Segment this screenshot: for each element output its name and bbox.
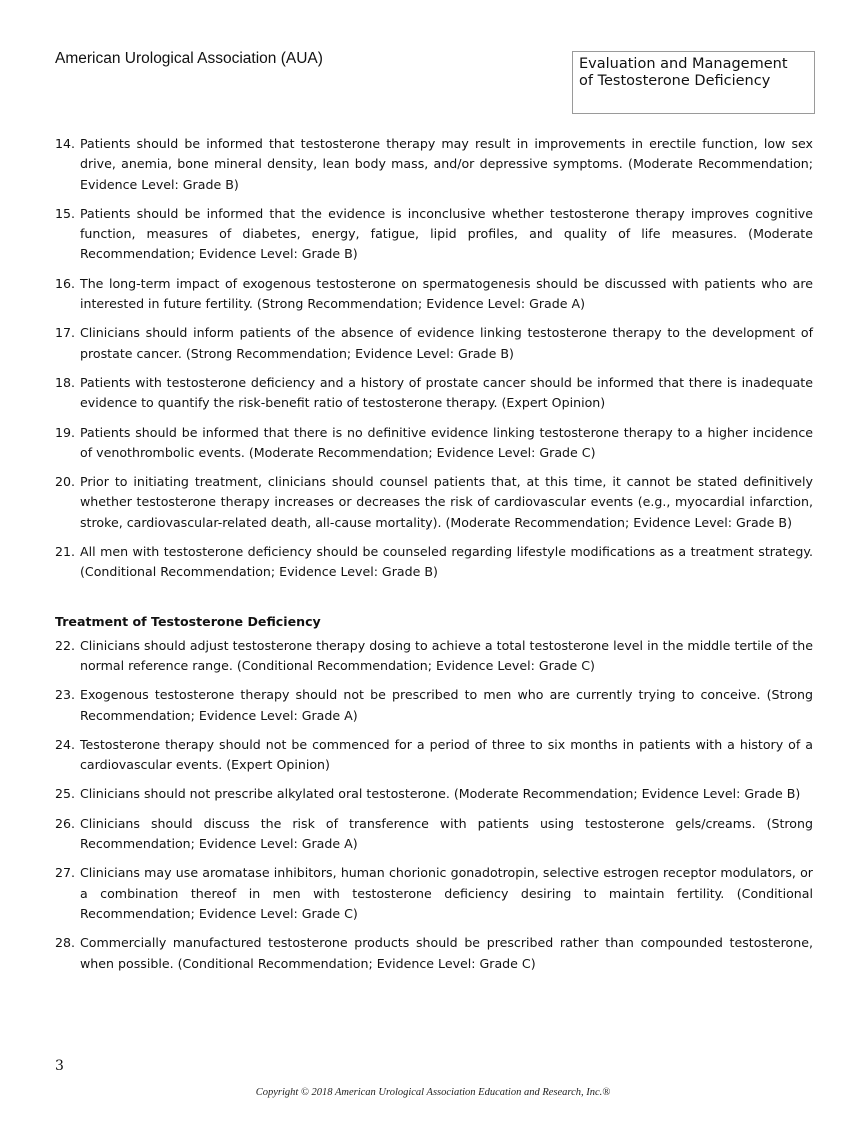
recommendation-item bbox=[55, 323, 813, 364]
recommendation-text: Patients should be informed that the evidence is inconclusive whether testosterone therapy improves cognitive function, measures of diabetes, energy, fatigue, lipid profiles, and quality of life measures. (Moderate Recommendation; Evidence Level: Grade B) bbox=[80, 205, 813, 262]
recommendation-item bbox=[55, 636, 813, 677]
organization-name: American Urological Association (AUA) bbox=[55, 50, 323, 67]
document-title-box bbox=[572, 51, 815, 114]
recommendation-item bbox=[55, 863, 813, 924]
recommendation-text: All men with testosterone deficiency should be counseled regarding lifestyle modifications as a treatment strategy. (Conditional Recommendation; Evidence Level: Grade B) bbox=[80, 544, 813, 580]
recommendation-item bbox=[55, 735, 813, 776]
recommendation-text: Clinicians should inform patients of the absence of evidence linking testosterone therapy to the development of prostate cancer. (Strong Recommendation; Evidence Level: Grade B) bbox=[80, 325, 813, 361]
page-number: 3 bbox=[55, 1058, 64, 1074]
recommendation-item bbox=[55, 685, 813, 726]
recommendation-number: 19. bbox=[55, 424, 76, 440]
recommendation-text: Testosterone therapy should not be commenced for a period of three to six months in patients with a history of a cardiovascular events. (Expert Opinion) bbox=[80, 736, 813, 773]
recommendation-number: 15. bbox=[55, 205, 76, 221]
recommendation-text: Clinicians may use aromatase inhibitors, human chorionic gonadotropin, selective estrogen receptor modulators, or a combination thereof in men with testosterone deficiency desiring to maintain fertility. (Conditional Recommendation; Evidence Level: Grade C) bbox=[80, 865, 813, 921]
recommendation-number: 20. bbox=[55, 474, 76, 490]
document-title-line-2: of Testosterone Deficiency bbox=[579, 73, 771, 89]
recommendation-number: 27. bbox=[55, 865, 76, 881]
recommendation-number: 26. bbox=[55, 815, 76, 831]
recommendation-text: Exogenous testosterone therapy should not be prescribed to men who are currently trying to conceive. (Strong Recommendation; Evidence Level: Grade A) bbox=[80, 687, 813, 723]
recommendation-number: 17. bbox=[55, 325, 76, 341]
recommendation-text: Patients should be informed that testosterone therapy may result in improvements in erectile function, low sex drive, anemia, bone mineral density, lean body mass, and/or depressive symptoms. (Moderate Recommendation; Evidence Level: Grade B) bbox=[80, 136, 813, 192]
recommendation-item bbox=[55, 542, 813, 583]
recommendation-item bbox=[55, 933, 813, 974]
recommendation-item bbox=[55, 814, 813, 855]
recommendation-item bbox=[55, 784, 813, 804]
recommendation-number: 28. bbox=[55, 935, 76, 951]
recommendation-list-counseling bbox=[55, 134, 813, 583]
section-heading-treatment: Treatment of Testosterone Deficiency bbox=[55, 613, 321, 629]
recommendation-text: Clinicians should discuss the risk of transference with patients using testosterone gels/creams. (Strong Recommendation; Evidence Level: Grade A) bbox=[80, 815, 813, 852]
recommendations-content bbox=[55, 134, 813, 983]
recommendation-text: Clinicians should adjust testosterone therapy dosing to achieve a total testosterone level in the middle tertile of the normal reference range. (Conditional Recommendation; Evidence Level: Grade C) bbox=[80, 637, 813, 673]
recommendation-number: 18. bbox=[55, 374, 76, 390]
recommendation-text: Prior to initiating treatment, clinicians should counsel patients that, at this time, it cannot be stated definitively whether testosterone therapy increases or decreases the risk of cardiovascular events (e.g., myocardial infarction, stroke, cardiovascular-related death, all-cause mortality). (Moderate Recommendation; Evidence Level: Grade B) bbox=[80, 474, 813, 530]
recommendation-number: 23. bbox=[55, 687, 76, 703]
recommendation-item bbox=[55, 134, 813, 195]
recommendation-number: 24. bbox=[55, 736, 76, 752]
recommendation-number: 25. bbox=[55, 786, 76, 802]
recommendation-text: Patients should be informed that there is no definitive evidence linking testosterone therapy to a higher incidence of venothrombolic events. (Moderate Recommendation; Evidence Level: Grade C) bbox=[80, 424, 813, 460]
recommendation-item bbox=[55, 204, 813, 265]
recommendation-list-treatment bbox=[55, 636, 813, 974]
recommendation-text: Patients with testosterone deficiency and a history of prostate cancer should be informed that there is inadequate evidence to quantify the risk-benefit ratio of testosterone therapy. (Expert Opinion) bbox=[80, 374, 813, 411]
recommendation-number: 21. bbox=[55, 544, 76, 560]
copyright-notice: Copyright © 2018 American Urological Association Education and Research, Inc.® bbox=[255, 1087, 611, 1098]
document-title-line-1: Evaluation and Management bbox=[579, 56, 788, 72]
recommendation-item bbox=[55, 423, 813, 464]
recommendation-item bbox=[55, 472, 813, 533]
recommendation-number: 16. bbox=[55, 275, 76, 291]
recommendation-item bbox=[55, 373, 813, 414]
recommendation-text: Commercially manufactured testosterone products should be prescribed rather than compounded testosterone, when possible. (Conditional Recommendation; Evidence Level: Grade C) bbox=[80, 935, 813, 971]
recommendation-number: 22. bbox=[55, 637, 76, 653]
recommendation-text: The long-term impact of exogenous testosterone on spermatogenesis should be discussed with patients who are interested in future fertility. (Strong Recommendation; Evidence Level: Grade A) bbox=[80, 275, 813, 312]
recommendation-item bbox=[55, 274, 813, 315]
recommendation-text: Clinicians should not prescribe alkylated oral testosterone. (Moderate Recommendation; Evidence Level: Grade B) bbox=[80, 786, 801, 802]
recommendation-number: 14. bbox=[55, 136, 76, 151]
